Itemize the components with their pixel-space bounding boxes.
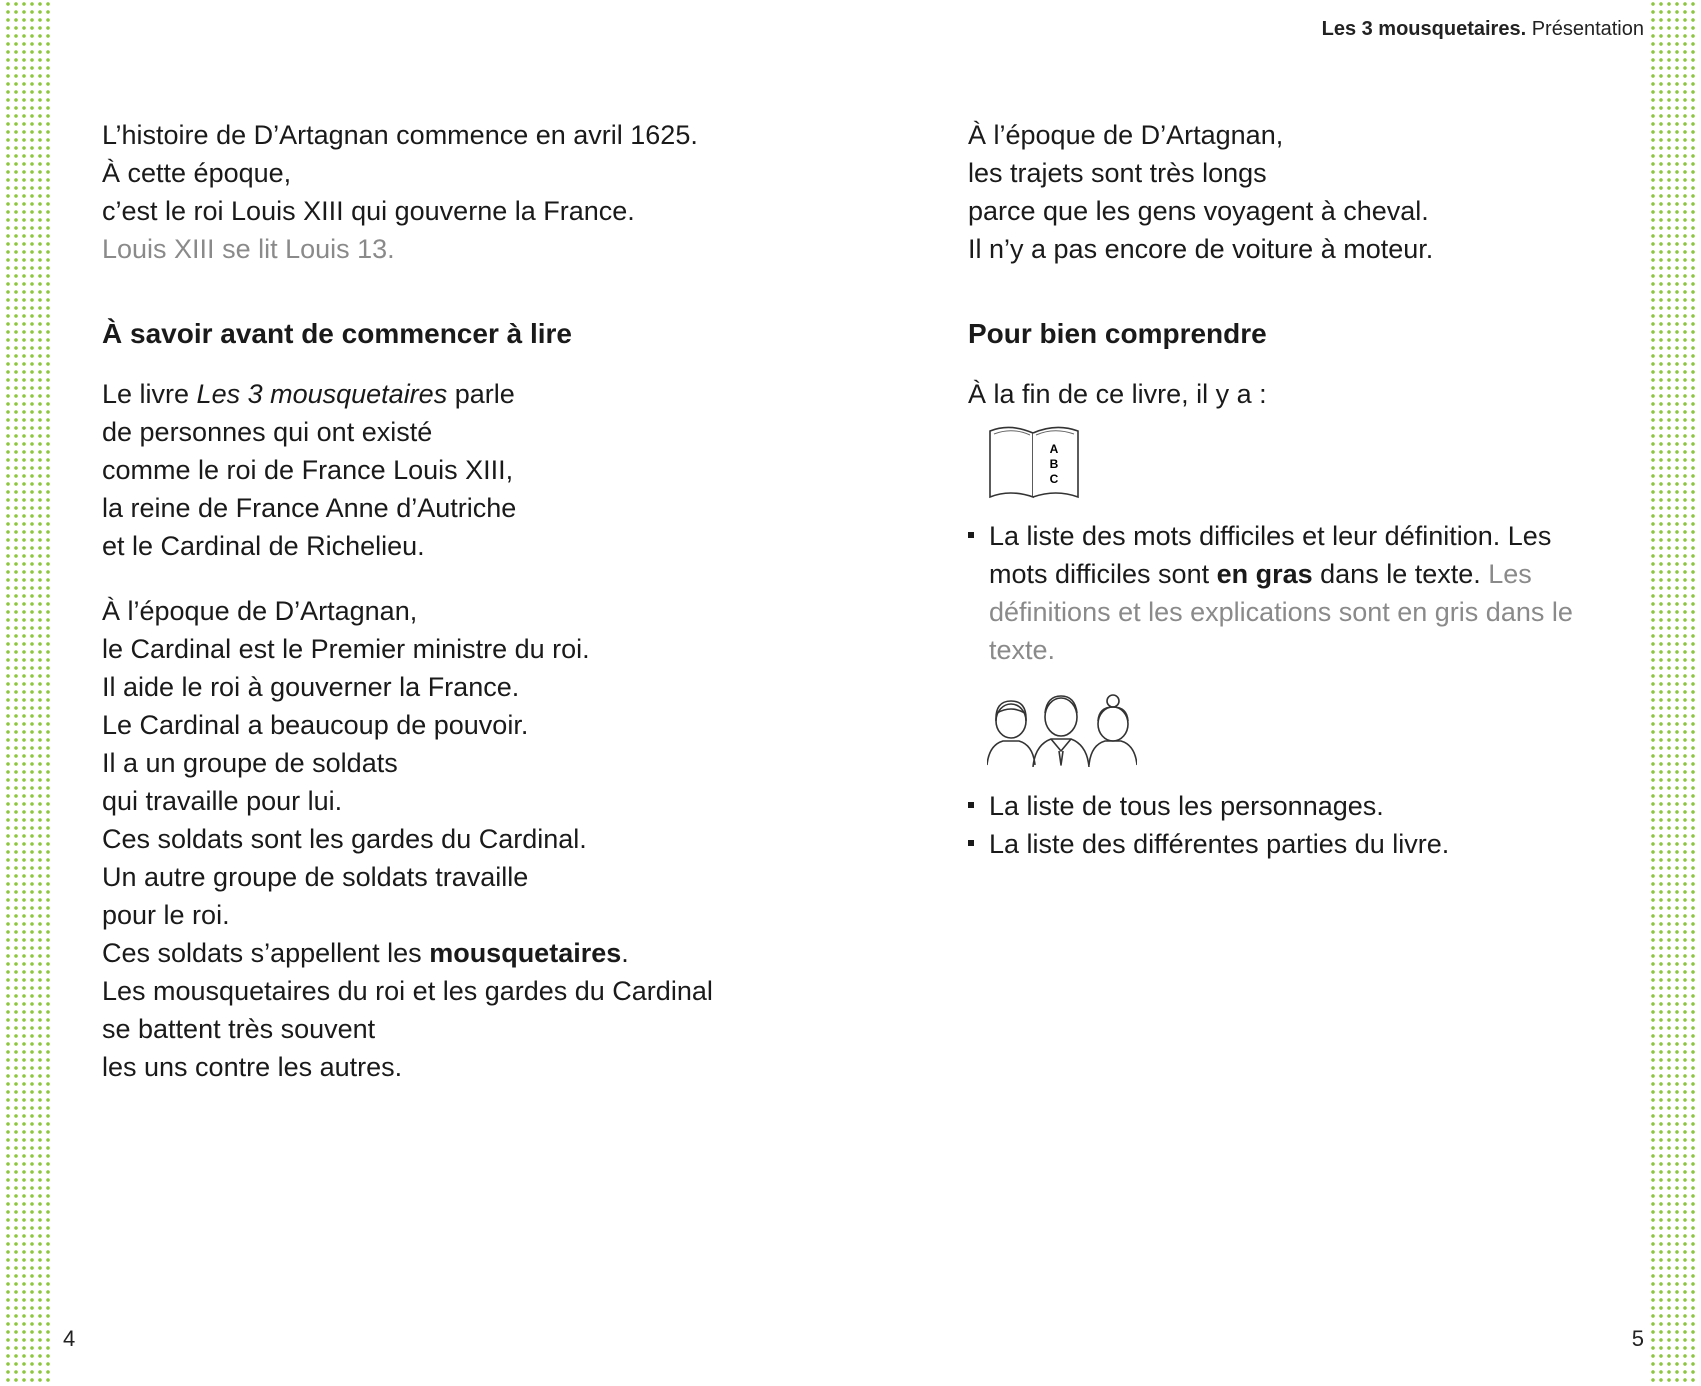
text-run: .	[621, 938, 629, 968]
bullet-list-2	[968, 787, 1588, 863]
text-line: Le Cardinal a beaucoup de pouvoir.	[102, 710, 529, 740]
text-line: Les mousquetaires du roi et les gardes du Cardinal	[102, 976, 713, 1006]
text-line: de personnes qui ont existé	[102, 417, 433, 447]
gray-note: Les définitions et les explications sont en gris	[989, 559, 1532, 627]
text-line: La liste des différentes parties du livre.	[989, 829, 1450, 859]
text-line: et le Cardinal de Richelieu.	[102, 531, 425, 561]
header-title-bold: Les 3 mousquetaires.	[1321, 18, 1527, 40]
text-line: parce que les gens voyagent à cheval.	[968, 196, 1429, 226]
text-line	[102, 375, 752, 413]
text-line: À cette époque,	[102, 158, 292, 188]
book-letter: C	[1049, 472, 1059, 486]
list-item	[968, 787, 1588, 825]
text-line: La liste de tous les personnages.	[989, 791, 1384, 821]
text-line: À l’époque de D’Artagnan,	[968, 120, 1284, 150]
intro-paragraph	[102, 116, 752, 268]
left-page-content	[102, 116, 752, 1086]
section-heading: Pour bien comprendre	[968, 318, 1267, 349]
text-run: parle	[447, 379, 515, 409]
page-number-right: 5	[1631, 1326, 1644, 1351]
right-green-dotted-border	[1649, 0, 1697, 1386]
bold-word: mousquetaires	[429, 938, 622, 968]
text-line: La liste des mots difficiles et leur définition.	[989, 521, 1501, 551]
text-line: les uns contre les autres.	[102, 1052, 403, 1082]
list-item	[968, 825, 1588, 863]
text-line: L’histoire de D’Artagnan commence en avril 1625.	[102, 120, 698, 150]
text-line: qui travaille pour lui.	[102, 786, 343, 816]
text-line: Il aide le roi à gouverner la France.	[102, 672, 520, 702]
text-line: Ces soldats sont les gardes du Cardinal.	[102, 824, 587, 854]
gray-note: dans le texte.	[989, 597, 1573, 665]
right-intro-paragraph	[968, 116, 1588, 268]
text-run: Le livre	[102, 379, 197, 409]
paragraph-2	[102, 592, 752, 1086]
bold-word: en gras	[1216, 559, 1313, 589]
bullet-list-1	[968, 517, 1588, 669]
text-line: pour le roi.	[102, 900, 230, 930]
text-line: Il n’y a pas encore de voiture à moteur.	[968, 234, 1434, 264]
book-title-italic: Les 3 mousquetaires	[196, 379, 448, 409]
people-icon	[987, 691, 1137, 767]
lead-text	[968, 375, 1588, 413]
right-page-content	[968, 116, 1588, 863]
text-line: comme le roi de France Louis XIII,	[102, 455, 514, 485]
paragraph-1	[102, 375, 752, 565]
text-line: À la fin de ce livre, il y a :	[968, 379, 1267, 409]
text-line: le Cardinal est le Premier ministre du roi.	[102, 634, 590, 664]
running-header	[1322, 18, 1644, 41]
text-line: c’est le roi Louis XIII qui gouverne la France.	[102, 196, 635, 226]
text-run: Ces soldats s’appellent les	[102, 938, 430, 968]
text-run: Les mots difficiles sont	[989, 521, 1552, 589]
gray-note: Louis XIII se lit Louis 13.	[102, 234, 395, 264]
text-line: Il a un groupe de soldats	[102, 748, 398, 778]
book-letter: B	[1049, 457, 1059, 471]
text-line: les trajets sont très longs	[968, 158, 1267, 188]
text-line: la reine de France Anne d’Autriche	[102, 493, 517, 523]
text-run: dans le texte.	[1312, 559, 1481, 589]
text-line: À l’époque de D’Artagnan,	[102, 596, 418, 626]
list-item	[968, 517, 1588, 669]
header-title-rest: Présentation	[1526, 18, 1644, 40]
text-line: se battent très souvent	[102, 1014, 376, 1044]
text-line	[102, 934, 752, 972]
book-abc-icon	[986, 421, 1084, 503]
left-green-dotted-border	[4, 0, 52, 1386]
section-heading: À savoir avant de commencer à lire	[102, 318, 572, 349]
text-line: Un autre groupe de soldats travaille	[102, 862, 529, 892]
book-letter: A	[1049, 442, 1059, 456]
page-number-left: 4	[63, 1326, 76, 1351]
